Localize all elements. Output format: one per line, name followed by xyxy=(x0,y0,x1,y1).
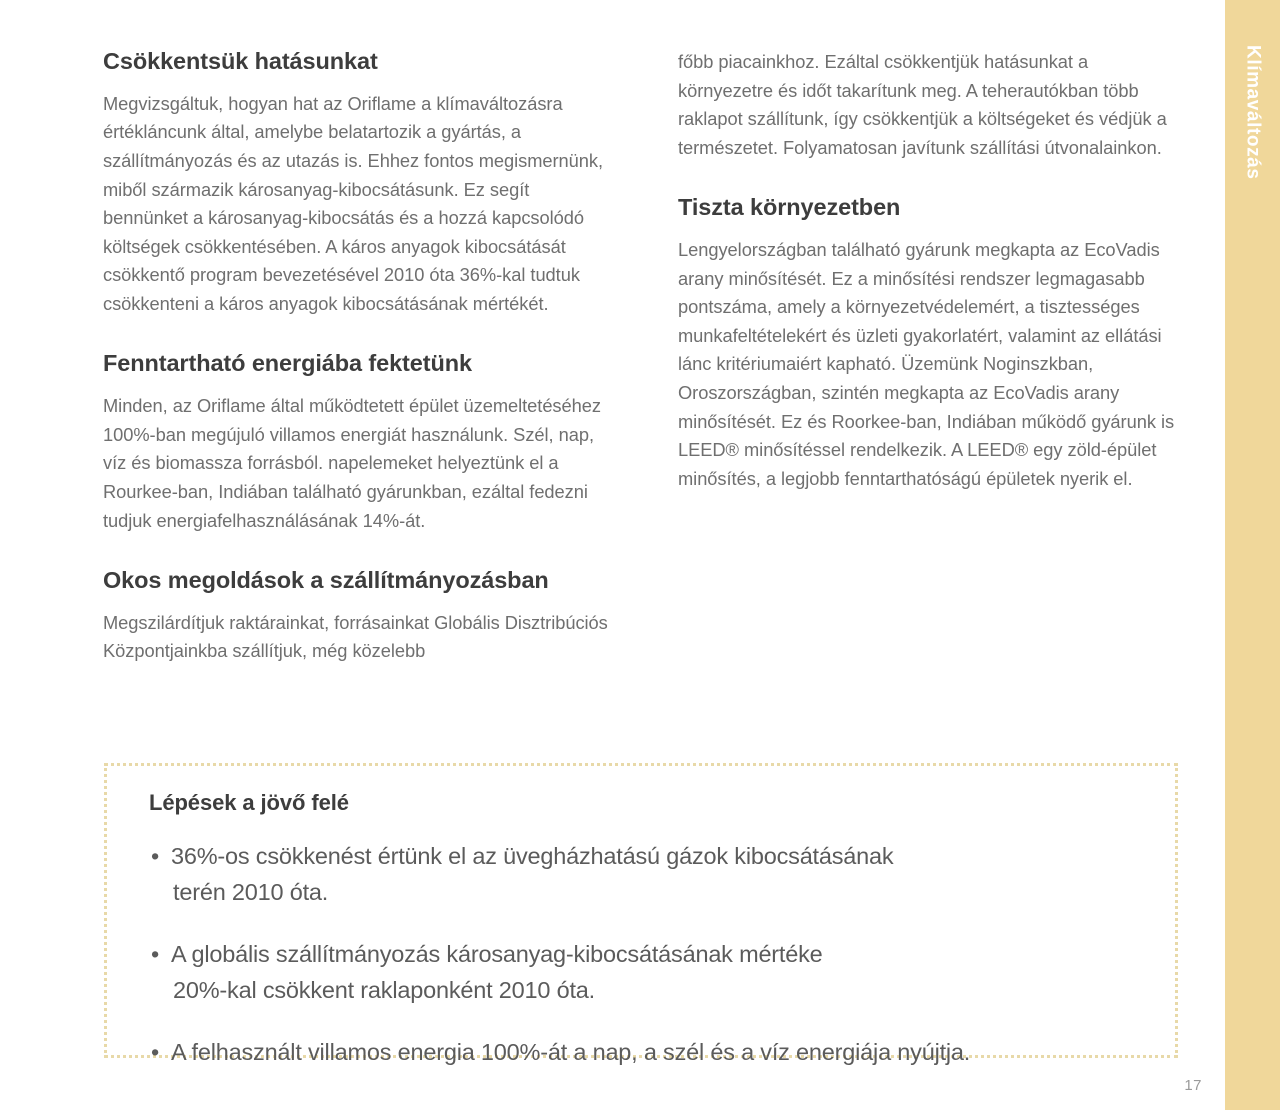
paragraph-impact-reduction: Megvizsgáltuk, hogyan hat az Oriflame a klímaváltozásra értékláncunk által, amelybe belatartozik a gyártás, a szállítmányozás és az utazás is. Ehhez fontos megismernünk, miből származik károsanyag-kibocsátásunk. Ez segít bennünket a károsanyag-kibocsátás és a hozzá kapcsolódó költségek csökkentésében. A káros anyagok kibocsátását csökkentő program bevezetésével 2010 óta 36%-kal tudtuk csökkenteni a káros anyagok kibocsátásának mértékét. xyxy=(103,92,604,314)
list-item xyxy=(149,1034,1145,1070)
page-number: 17 xyxy=(1184,1077,1202,1094)
heading-csokkentsuk-hatasunkat: Csökkentsük hatásunkat xyxy=(103,48,378,74)
callout-bullet-list xyxy=(149,838,1145,1070)
list-item-line1: A globális szállítmányozás károsanyag-kibocsátásának mértéke xyxy=(171,941,823,967)
heading-fenntarthato-energia: Fenntartható energiába fektetünk xyxy=(103,350,472,377)
paragraph-logistics-continued: főbb piacainkhoz. Ezáltal csökkentjük hatásunkat a környezetre és időt takarítunk meg. A teherautókban több raklapot szállítunk, így csökkentjük a költségeket és védjük a természetet. Folyamatosan javítunk szállítási útvonalainkon. xyxy=(678,51,1167,158)
heading-okos-megoldasok: Okos megoldások a szállítmányozásban xyxy=(103,567,549,594)
paragraph-clean-environment: Lengyelországban található gyárunk megkapta az EcoVadis arany minősítését. Ez a minősítési rendszer legmagasabb pontszáma, amely a környezetvédelemért, a tisztességes munkafeltételekért és üzleti gyakorlatért, valamint az ellátási lánc kritériumaiért kapható. Üzemünk Noginszkban, Oroszországban, szintén megkapta az EcoVadis arany minősítését. Ez és Roorkee-ban, Indiában működő gyárunk is LEED® minősítéssel rendelkezik. A LEED® egy zöld-épület minősítés, a legjobb fenntarthatóságú épületek nyerik el. xyxy=(678,239,1175,489)
heading-tiszta-kornyezetben: Tiszta környezetben xyxy=(678,194,901,221)
section-tab-climate xyxy=(1225,0,1280,1110)
left-column xyxy=(103,48,609,666)
callout-box-steps-forward xyxy=(104,763,1178,1065)
callout-title: Lépések a jövő felé xyxy=(149,790,349,815)
list-item-line1: A felhasznált villamos energia 100%-át a nap, a szél és a víz energiája nyújtja. xyxy=(171,1039,971,1065)
right-column xyxy=(678,48,1183,666)
list-item xyxy=(149,936,1145,1008)
paragraph-sustainable-energy: Minden, az Oriflame által működtetett épület üzemeltetéséhez 100%-ban megújuló villamos energiát használunk. Szél, nap, víz és biomassza forrásból. napelemeket helyeztünk el a Rourkee-ban, Indiában található gyárunkban, ezáltal fedezni tudjuk energiafelhasználásának 14%-át. xyxy=(103,395,601,531)
list-item-line2: terén 2010 óta. xyxy=(173,879,329,905)
article-columns xyxy=(103,48,1183,666)
bullet-icon: • xyxy=(151,941,160,967)
list-item xyxy=(149,838,1145,910)
paragraph-smart-logistics: Megszilárdítjuk raktárainkat, forrásainkat Globális Disztribúciós Központjainkba szállítjuk, még közelebb xyxy=(103,611,608,662)
bullet-icon: • xyxy=(151,1039,160,1065)
list-item-line2: 20%-kal csökkent raklaponként 2010 óta. xyxy=(173,977,595,1003)
section-tab-label: Klímaváltozás xyxy=(1242,45,1264,180)
list-item-line1: 36%-os csökkenést értünk el az üvegházhatású gázok kibocsátásának xyxy=(171,843,894,869)
bullet-icon: • xyxy=(151,843,160,869)
